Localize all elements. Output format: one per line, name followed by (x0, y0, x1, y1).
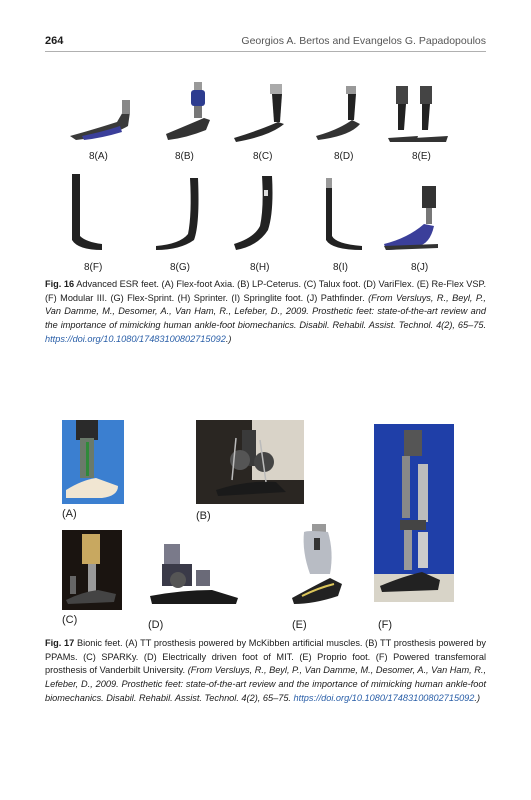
figure16-image-a (62, 92, 144, 144)
figure16-label-c: 8(C) (253, 151, 273, 162)
figure16-label-e: 8(E) (412, 151, 431, 162)
figure16-image-c (230, 82, 296, 144)
figure16-image-i (318, 176, 366, 254)
figure16-label-g: 8(G) (170, 262, 190, 273)
figure17-image-e (284, 522, 352, 610)
figure16-label-j: 8(J) (411, 262, 429, 273)
running-head-authors: Georgios A. Bertos and Evangelos G. Papadopoulos (241, 35, 486, 47)
figure17-label-d: (D) (148, 619, 164, 631)
figure17-label-e: (E) (292, 619, 307, 631)
figure17-caption-text: Bionic feet. (A) TT prosthesis powered by McKibben artificial muscles. (B) TT prosthesis powered by PPAMs. (C) SPARKy. (D) Electrically driven foot of MIT. (E) Proprio foot. (F) Powered transfemoral prosthesis of Vanderbilt University. (45, 638, 486, 676)
figure16-label-h: 8(H) (250, 262, 270, 273)
figure17-doi-link[interactable]: https://doi.org/10.1080/17483100802715092 (293, 692, 475, 703)
figure17-label-f: (F) (378, 619, 393, 631)
figure16-image-h (228, 172, 292, 254)
figure16-image-f (62, 170, 110, 252)
figure17-image-b (196, 420, 304, 504)
figure17-image-a (62, 420, 124, 504)
figure16-caption (45, 278, 486, 347)
figure16-caption-source: (From Versluys, R., Beyl, P., Van Damme, M., Desomer, A., Van Ham, R., Lefeber, D., 2009. Prosthetic feet: state-of-the-art review and the importance of mimicking human ankle-foot biomechanics. Disabil. Rehabil. Assist. Technol. 4(2), 65–75. (45, 292, 486, 331)
figure17-caption-label: Fig. 17 (45, 638, 75, 648)
figure16-image-b (160, 80, 220, 144)
figure17-image-d (142, 540, 246, 610)
figure16-label-a: 8(A) (89, 151, 108, 162)
figure16-caption-text: Advanced ESR feet. (A) Flex-foot Axia. (B) LP-Ceterus. (C) Talux foot. (D) VariFlex. (E) Re-Flex VSP. (F) Modular III. (G) Flex-Sprint. (H) Sprinter. (I) Springlite foot. (J) Pathfinder. (45, 279, 487, 303)
figure17-caption-end: .) (474, 692, 481, 703)
page-header (45, 35, 486, 52)
figure16-label-b: 8(B) (175, 151, 194, 162)
figure17-label-c: (C) (62, 614, 78, 626)
page-number: 264 (45, 35, 64, 47)
figure16-image-e (384, 82, 452, 144)
figure16-label-f: 8(F) (84, 262, 103, 273)
figure16-image-d (310, 84, 370, 144)
figure17-image-c (62, 530, 122, 610)
figure16-doi-link[interactable]: https://doi.org/10.1080/17483100802715092 (45, 333, 226, 344)
figure17-image-f (374, 424, 454, 602)
figure17-label-b: (B) (196, 510, 211, 522)
figure17-caption (45, 637, 486, 706)
figure16-image-g (150, 174, 210, 254)
figure16-label-i: 8(I) (333, 262, 348, 273)
figure16-image-j (378, 184, 446, 254)
figure17-label-a: (A) (62, 508, 77, 520)
figure16-caption-label: Fig. 16 (45, 279, 75, 289)
figure17-caption-source: (From Versluys, R., Beyl, P., Van Damme, M., Desomer, A., Van Ham, R., Lefeber, D., 2009. Prosthetic feet: state-of-the-art review and the importance of mimicking human ankle-foot biomechanics. Disabil. Rehabil. Assist. Technol. 4(2), 65–75. (45, 665, 486, 703)
figure16-caption-end: .) (225, 333, 232, 344)
figure16-label-d: 8(D) (334, 151, 354, 162)
